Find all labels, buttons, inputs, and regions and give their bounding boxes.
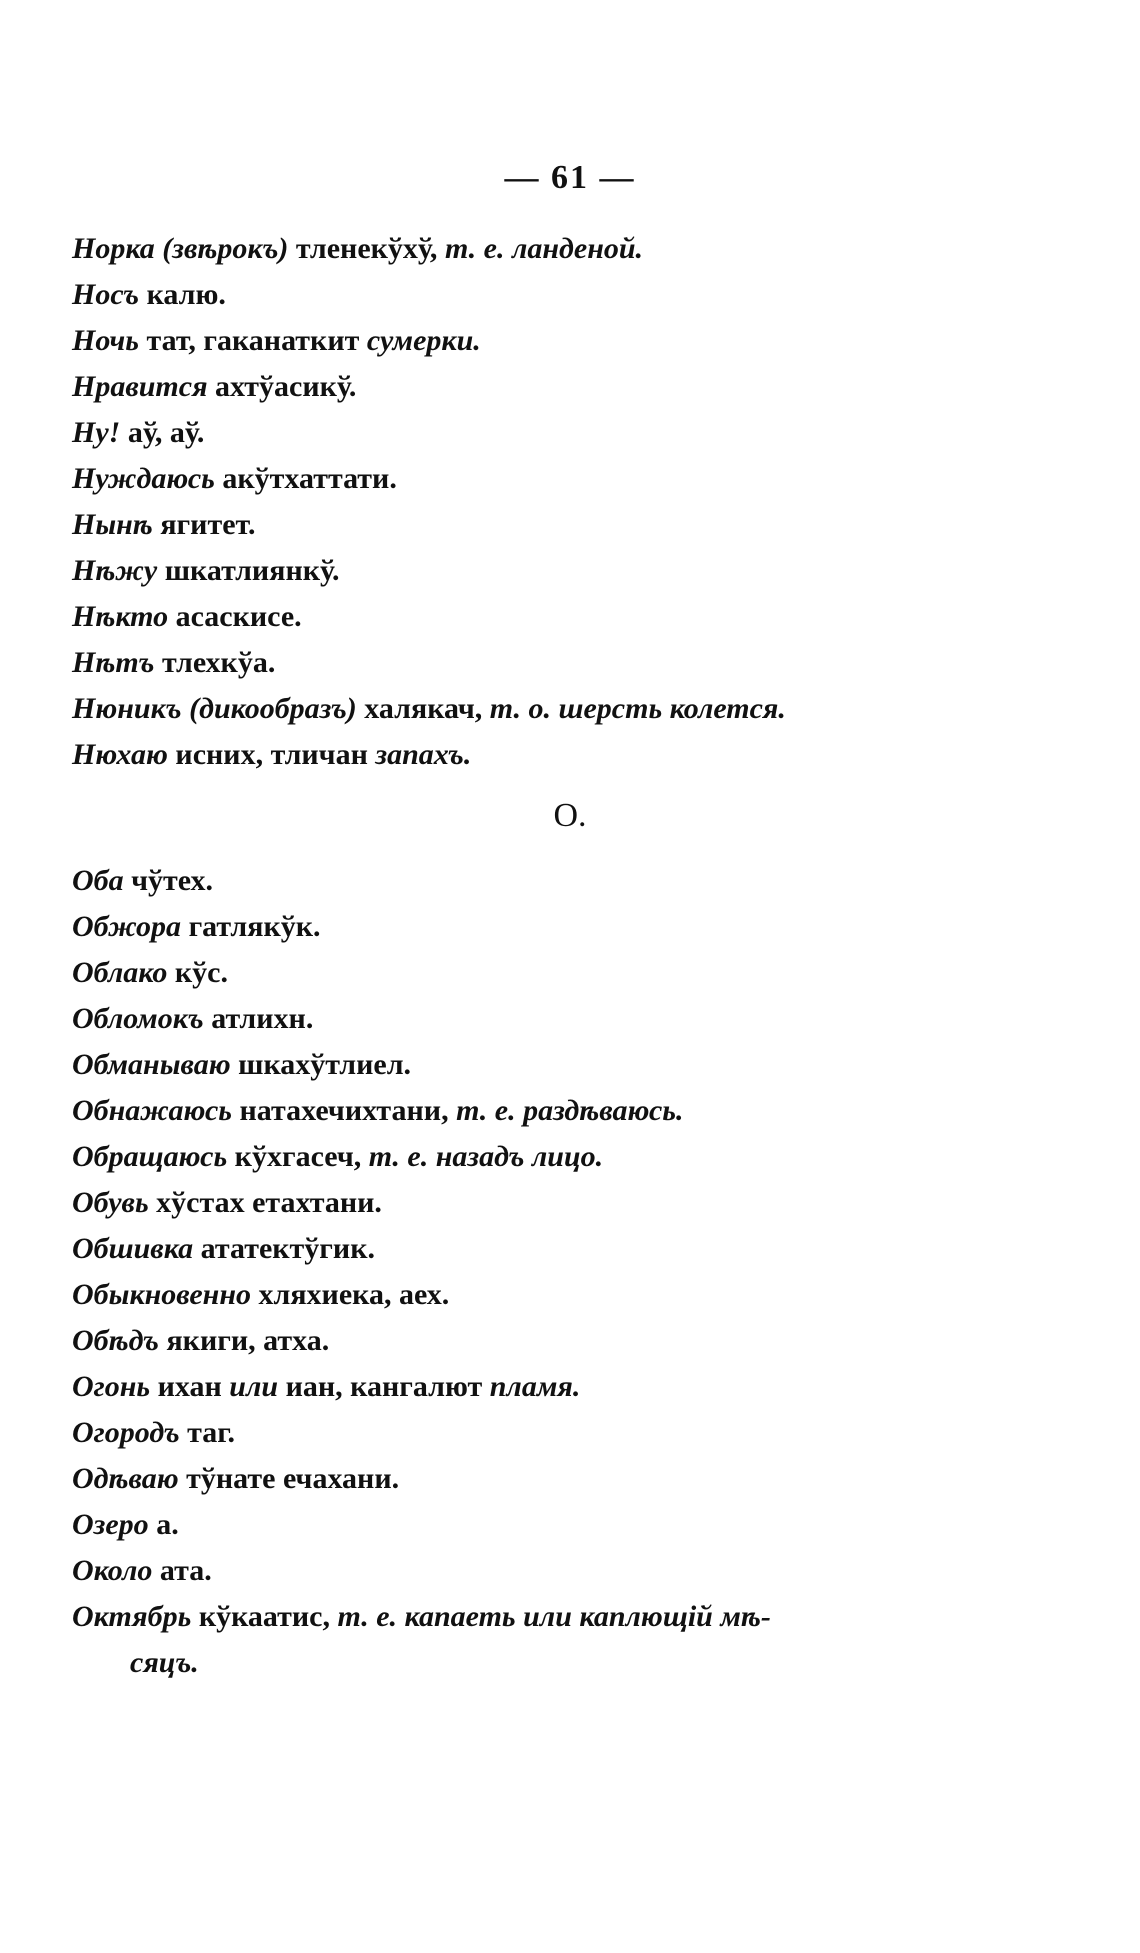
entry-headword: Одѣваю bbox=[72, 1462, 179, 1495]
entry-translation: а. bbox=[156, 1508, 179, 1541]
entry-gloss: т. е. ланденой. bbox=[444, 232, 644, 265]
dictionary-entry bbox=[72, 1042, 1082, 1088]
entry-headword: Ну! bbox=[72, 416, 121, 449]
entry-headword: Обнажаюсь bbox=[72, 1094, 232, 1127]
dictionary-entry bbox=[72, 548, 1082, 594]
dictionary-entry bbox=[72, 1364, 1082, 1410]
entry-headword: Оба bbox=[72, 864, 124, 897]
dictionary-entry bbox=[72, 1410, 1082, 1456]
dictionary-entry bbox=[72, 594, 1082, 640]
dictionary-entry bbox=[72, 1548, 1082, 1594]
dictionary-entry bbox=[72, 226, 1082, 272]
dictionary-entry bbox=[72, 996, 1082, 1042]
entry-translation: кўхгасеч, bbox=[234, 1140, 369, 1173]
entry-headword: Обѣдъ bbox=[72, 1324, 159, 1357]
entry-translation: натахечихтани, bbox=[239, 1094, 457, 1127]
entry-headword: Обманываю bbox=[72, 1048, 231, 1081]
entry-translation: шкатлиянкў. bbox=[164, 554, 340, 587]
entry-headword: Обшивка bbox=[72, 1232, 194, 1265]
dictionary-entry bbox=[72, 1226, 1082, 1272]
entry-headword: Нуждаюсь bbox=[72, 462, 215, 495]
dictionary-entry bbox=[72, 1502, 1082, 1548]
entry-headword: Нѣжу bbox=[72, 554, 158, 587]
section-heading: О. bbox=[553, 797, 587, 834]
entry-headword: Нюхаю bbox=[72, 738, 168, 771]
entry-headword: Озеро bbox=[72, 1508, 149, 1541]
entry-gloss: пламя. bbox=[489, 1370, 581, 1403]
entry-headword: Нынѣ bbox=[72, 508, 153, 541]
entry-translation: иан, кангалют bbox=[278, 1370, 490, 1403]
entry-translation: ягитет. bbox=[160, 508, 256, 541]
entry-headword: Нѣкто bbox=[72, 600, 169, 633]
entry-gloss: сумерки. bbox=[366, 324, 481, 357]
dictionary-entry bbox=[72, 1088, 1082, 1134]
entry-translation: исних, тличан bbox=[175, 738, 376, 771]
entry-translation: хўстах етахтани. bbox=[156, 1186, 382, 1219]
entry-translation: гатлякўк. bbox=[188, 910, 321, 943]
entry-headword: Огородъ bbox=[72, 1416, 180, 1449]
dictionary-entry bbox=[72, 686, 1082, 732]
entry-headword: Норка bbox=[72, 232, 155, 265]
dictionary-entry bbox=[72, 502, 1082, 548]
entry-headword: Нравится bbox=[72, 370, 208, 403]
dictionary-entry bbox=[72, 410, 1082, 456]
entry-translation: асаскисе. bbox=[175, 600, 302, 633]
entry-gloss: (звѣрокъ) bbox=[162, 232, 289, 265]
entry-gloss: т. о. шерсть колется. bbox=[489, 692, 786, 725]
entry-headword: Обращаюсь bbox=[72, 1140, 228, 1173]
entry-gloss: т. е. назадъ лицо. bbox=[368, 1140, 604, 1173]
entry-headword: Облако bbox=[72, 956, 168, 989]
entry-headword: Октябрь bbox=[72, 1600, 192, 1633]
entry-translation: халякач, bbox=[356, 692, 490, 725]
dictionary-entry bbox=[72, 640, 1082, 686]
entry-translation: таг. bbox=[187, 1416, 235, 1449]
dictionary-entry bbox=[72, 858, 1082, 904]
dictionary-entry bbox=[72, 1456, 1082, 1502]
entry-headword: Обыкновенно bbox=[72, 1278, 251, 1311]
entry-translation: ататектўгик. bbox=[200, 1232, 375, 1265]
dictionary-entry bbox=[72, 1272, 1082, 1318]
dictionary-entry bbox=[72, 1594, 1082, 1640]
dictionary-entry bbox=[72, 318, 1082, 364]
entry-headword: Ночь bbox=[72, 324, 140, 357]
entry-translation: тлехкўа. bbox=[162, 646, 276, 679]
entry-translation: кўкаатис, bbox=[198, 1600, 338, 1633]
entries-n bbox=[72, 226, 1082, 778]
entry-headword: Носъ bbox=[72, 278, 140, 311]
dictionary-entry bbox=[72, 456, 1082, 502]
dictionary-entry bbox=[72, 1180, 1082, 1226]
dictionary-entry bbox=[72, 732, 1082, 778]
entry-translation: чўтех. bbox=[131, 864, 214, 897]
entry-translation: ихан bbox=[157, 1370, 230, 1403]
entry-translation: кўс. bbox=[174, 956, 228, 989]
entry-translation: атлихн. bbox=[211, 1002, 314, 1035]
dictionary-entry bbox=[72, 272, 1082, 318]
entry-gloss: запахъ. bbox=[375, 738, 472, 771]
entry-headword: Нѣтъ bbox=[72, 646, 155, 679]
entry-translation: акўтхаттати. bbox=[222, 462, 397, 495]
entry-translation: хляхиека, аех. bbox=[258, 1278, 450, 1311]
entry-gloss: т. е. капаеть или каплющій мѣ- bbox=[337, 1600, 771, 1633]
entry-headword: Огонь bbox=[72, 1370, 151, 1403]
entry-headword: Обжора bbox=[72, 910, 182, 943]
entry-headword: Обувь bbox=[72, 1186, 149, 1219]
page-number: — 61 — bbox=[504, 159, 636, 196]
entry-translation: тленекўхў, bbox=[288, 232, 445, 265]
dictionary-entry bbox=[72, 1134, 1082, 1180]
dictionary-entry bbox=[72, 1318, 1082, 1364]
entries-o bbox=[72, 858, 1082, 1686]
entry-translation: тўнате ечахани. bbox=[186, 1462, 400, 1495]
entry-translation: тат, гаканаткит bbox=[146, 324, 367, 357]
dictionary-entry bbox=[72, 364, 1082, 410]
entry-headword: Нюникъ bbox=[72, 692, 182, 725]
entry-translation: ата. bbox=[159, 1554, 212, 1587]
entry-translation: аў, аў. bbox=[127, 416, 205, 449]
entry-headword: Обломокъ bbox=[72, 1002, 204, 1035]
entry-translation: калю. bbox=[146, 278, 226, 311]
entry-continuation: сяцъ. bbox=[130, 1646, 199, 1679]
entry-gloss: т. е. раздѣваюсь. bbox=[456, 1094, 684, 1127]
dictionary-entry bbox=[72, 950, 1082, 996]
dictionary-entry bbox=[72, 904, 1082, 950]
entry-translation: якиги, атха. bbox=[166, 1324, 330, 1357]
entry-translation: шкахўтлиел. bbox=[238, 1048, 412, 1081]
entry-translation: ахтўасикў. bbox=[215, 370, 357, 403]
entry-headword: Около bbox=[72, 1554, 153, 1587]
entry-gloss: (дикообразъ) bbox=[189, 692, 357, 725]
entry-gloss: или bbox=[229, 1370, 279, 1403]
